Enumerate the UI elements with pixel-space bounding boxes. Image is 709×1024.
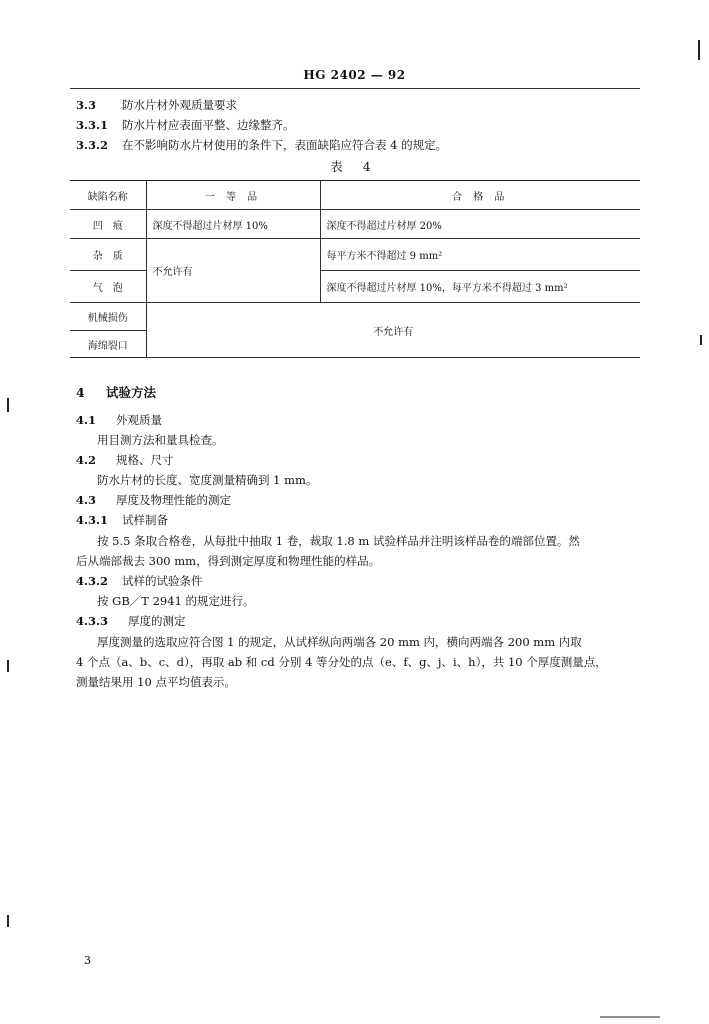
section-3-3 bbox=[76, 97, 237, 113]
section-title: 外观质量 bbox=[116, 413, 162, 427]
scan-mark bbox=[698, 40, 700, 60]
defect-table bbox=[70, 180, 640, 358]
row-name: 海绵裂口 bbox=[70, 331, 146, 358]
table-row bbox=[70, 210, 640, 239]
section-4-3 bbox=[76, 492, 231, 508]
row-name: 机械损伤 bbox=[70, 303, 146, 331]
row-name: 杂 质 bbox=[70, 239, 146, 271]
scan-mark bbox=[7, 915, 9, 927]
section-4-3-1 bbox=[76, 512, 168, 528]
section-4-3-1-body-line2: 后从端部裁去 300 mm，得到测定厚度和物理性能的样品。 bbox=[76, 554, 381, 568]
section-4-1-body: 用目测方法和量具检查。 bbox=[97, 433, 224, 447]
section-number: 4.2 bbox=[76, 453, 97, 467]
section-number: 3.3.1 bbox=[76, 118, 109, 132]
section-4-2 bbox=[76, 452, 174, 468]
section-number: 4.3 bbox=[76, 493, 97, 507]
table-caption: 表 4 bbox=[330, 159, 379, 174]
section-title: 厚度及物理性能的测定 bbox=[116, 493, 231, 507]
table-row bbox=[70, 239, 640, 271]
section-4-3-2 bbox=[76, 573, 203, 589]
section-text: 防水片材应表面平整、边缘整齐。 bbox=[122, 118, 295, 132]
section-number: 4.3.3 bbox=[76, 614, 109, 628]
section-4-3-1-body-line1: 按 5.5 条取合格卷，从每批中抽取 1 卷，裁取 1.8 m 试验样品并注明该样品卷的端部位置。然 bbox=[97, 534, 580, 548]
row-qualified: 深度不得超过片材厚 20% bbox=[320, 210, 640, 239]
section-3-3-2 bbox=[76, 137, 447, 153]
section-4-3-2-body: 按 GB／T 2941 的规定进行。 bbox=[97, 594, 255, 608]
section-3-3-1 bbox=[76, 117, 295, 133]
scan-mark bbox=[600, 1016, 660, 1018]
row-qualified: 深度不得超过片材厚 10%，每平方米不得超过 3 mm² bbox=[320, 271, 640, 303]
header-defect-name: 缺陷名称 bbox=[70, 181, 146, 210]
section-title: 规格、尺寸 bbox=[116, 453, 174, 467]
scan-mark bbox=[700, 335, 702, 345]
row-name: 气 泡 bbox=[70, 271, 146, 303]
section-number: 3.3.2 bbox=[76, 138, 109, 152]
section-number: 4 bbox=[76, 385, 85, 400]
section-number: 4.3.1 bbox=[76, 513, 109, 527]
row-first-grade: 深度不得超过片材厚 10% bbox=[146, 210, 320, 239]
section-4-3-3-body-line1: 厚度测量的选取应符合图 1 的规定，从试样纵向两端各 20 mm 内，横向两端各 200 mm 内取 bbox=[97, 635, 582, 649]
section-4 bbox=[76, 383, 156, 401]
scan-mark bbox=[7, 398, 9, 412]
page-number: 3 bbox=[84, 954, 91, 967]
section-4-3-3-body-line3: 测量结果用 10 点平均值表示。 bbox=[76, 675, 236, 689]
section-number: 3.3 bbox=[76, 98, 97, 112]
scan-mark bbox=[7, 660, 9, 672]
running-header: HG 2402 — 92 bbox=[303, 68, 406, 82]
section-title: 防水片材外观质量要求 bbox=[122, 98, 237, 112]
section-title: 试样的试验条件 bbox=[122, 574, 203, 588]
both-grades-not-allowed: 不允许有 bbox=[146, 303, 640, 358]
table-row bbox=[70, 303, 640, 331]
section-text: 在不影响防水片材使用的条件下，表面缺陷应符合表 4 的规定。 bbox=[122, 138, 448, 152]
header-qualified: 合 格 品 bbox=[320, 181, 640, 210]
section-number: 4.3.2 bbox=[76, 574, 109, 588]
row-name: 凹 痕 bbox=[70, 210, 146, 239]
table-header-row bbox=[70, 181, 640, 210]
section-number: 4.1 bbox=[76, 413, 97, 427]
section-4-2-body: 防水片材的长度、宽度测量精确到 1 mm。 bbox=[97, 473, 318, 487]
first-grade-not-allowed: 不允许有 bbox=[146, 239, 320, 303]
section-4-3-3-body-line2: 4 个点（a、b、c、d），再取 ab 和 cd 分别 4 等分处的点（e、f、g、j、i、h），共 10 个厚度测量点， bbox=[76, 655, 607, 669]
section-4-3-3 bbox=[76, 613, 186, 629]
section-title: 厚度的测定 bbox=[128, 614, 186, 628]
section-title: 试样制备 bbox=[122, 513, 168, 527]
header-first-grade: 一 等 品 bbox=[146, 181, 320, 210]
section-4-1 bbox=[76, 412, 162, 428]
section-title: 试验方法 bbox=[106, 385, 157, 400]
header-rule bbox=[70, 88, 640, 89]
row-qualified: 每平方米不得超过 9 mm² bbox=[320, 239, 640, 271]
